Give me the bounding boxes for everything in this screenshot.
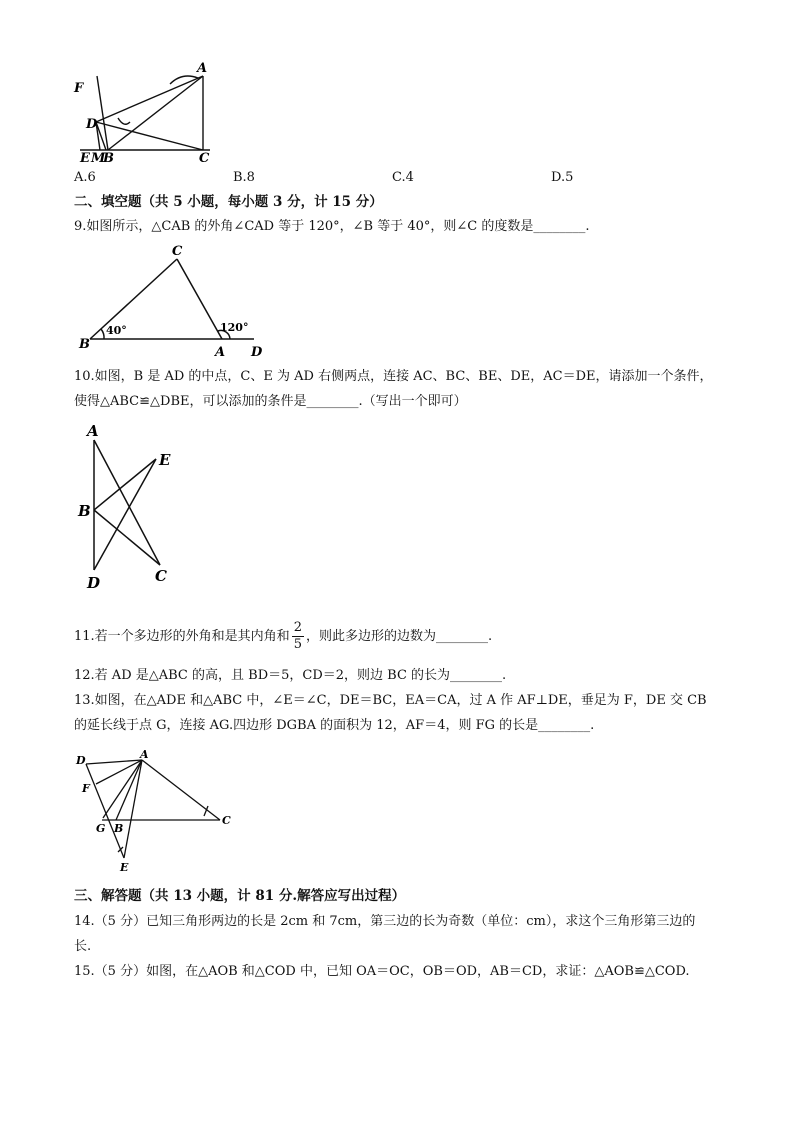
q9-label-C: C: [172, 244, 183, 259]
q13-label-B: B: [114, 822, 124, 835]
q11-text-after: ，则此多边形的边数为________.: [305, 629, 493, 644]
q10-label-C: C: [155, 567, 167, 585]
q11-frac-num: 2: [293, 620, 302, 635]
q10-figure: [74, 422, 194, 592]
q10-label-E: E: [159, 451, 171, 469]
q8-option-d: D.5: [551, 170, 574, 185]
q13-figure: [74, 746, 244, 876]
q10-text-line1: 10.如图，B 是 AD 的中点，C、E 为 AD 右侧两点，连接 AC、BC、BE、DE，AC＝DE，请添加一个条件，: [74, 369, 713, 384]
q8-label-M: M: [91, 151, 106, 166]
q8-label-C: C: [199, 151, 210, 166]
q13-label-G: G: [96, 822, 106, 835]
q14-text-line1: 14.（5 分）已知三角形两边的长是 2cm 和 7cm，第三边的长为奇数（单位：cm），求这个三角形第三边的: [74, 914, 696, 929]
q8-label-D: D: [86, 117, 98, 132]
q13-label-E: E: [120, 861, 129, 874]
q8-option-b: B.8: [233, 170, 255, 185]
q14-text-line2: 长.: [74, 939, 92, 954]
q12-text: 12.若 AD 是△ABC 的高，且 BD＝5，CD＝2，则边 BC 的长为________.: [74, 668, 507, 683]
q13-text-line2: 的延长线于点 G，连接 AG.四边形 DGBA 的面积为 12，AF＝4，则 FG 的长是________.: [74, 718, 595, 733]
q13-label-D: D: [76, 754, 86, 767]
q11-frac-den: 5: [293, 637, 302, 652]
q11-text-before: 11.若一个多边形的外角和是其内角和: [74, 629, 290, 644]
q9-angle-b: 40°: [106, 324, 127, 337]
q10-label-B: B: [78, 502, 91, 520]
q13-text-line1: 13.如图，在△ADE 和△ABC 中，∠E＝∠C，DE＝BC，EA＝CA，过 A 作 AF⊥DE，垂足为 F，DE 交 CB: [74, 693, 707, 708]
q8-figure: [70, 58, 230, 168]
q8-label-F: F: [74, 81, 84, 96]
q10-text-line2: 使得△ABC≌△DBE，可以添加的条件是________.（写出一个即可）: [74, 394, 467, 409]
section3-title: 三、解答题（共 13 小题，计 81 分.解答应写出过程）: [74, 888, 406, 904]
q9-label-A: A: [215, 345, 226, 360]
q9-text: 9.如图所示，△CAB 的外角∠CAD 等于 120°，∠B 等于 40°，则∠C 的度数是________.: [74, 219, 590, 234]
q9-angle-a: 120°: [220, 321, 249, 334]
q13-label-F: F: [82, 782, 90, 795]
section2-title: 二、填空题（共 5 小题，每小题 3 分，计 15 分）: [74, 194, 383, 210]
q11-text: [74, 620, 492, 653]
q8-label-E: E: [80, 151, 90, 166]
q13-label-A: A: [140, 748, 149, 761]
q13-label-C: C: [222, 814, 231, 827]
q11-fraction: [292, 620, 304, 653]
q10-label-A: A: [87, 422, 99, 440]
q8-option-c: C.4: [392, 170, 414, 185]
q9-label-B: B: [79, 337, 90, 352]
q8-label-B: B: [103, 151, 114, 166]
q10-label-D: D: [87, 574, 101, 592]
q9-label-D: D: [251, 345, 263, 360]
q8-label-A: A: [197, 61, 208, 76]
q8-option-a: A.6: [74, 170, 96, 185]
q9-figure: [74, 242, 274, 360]
q15-text: 15.（5 分）如图，在△AOB 和△COD 中，已知 OA＝OC，OB＝OD，AB＝CD，求证：△AOB≌△COD.: [74, 964, 690, 979]
